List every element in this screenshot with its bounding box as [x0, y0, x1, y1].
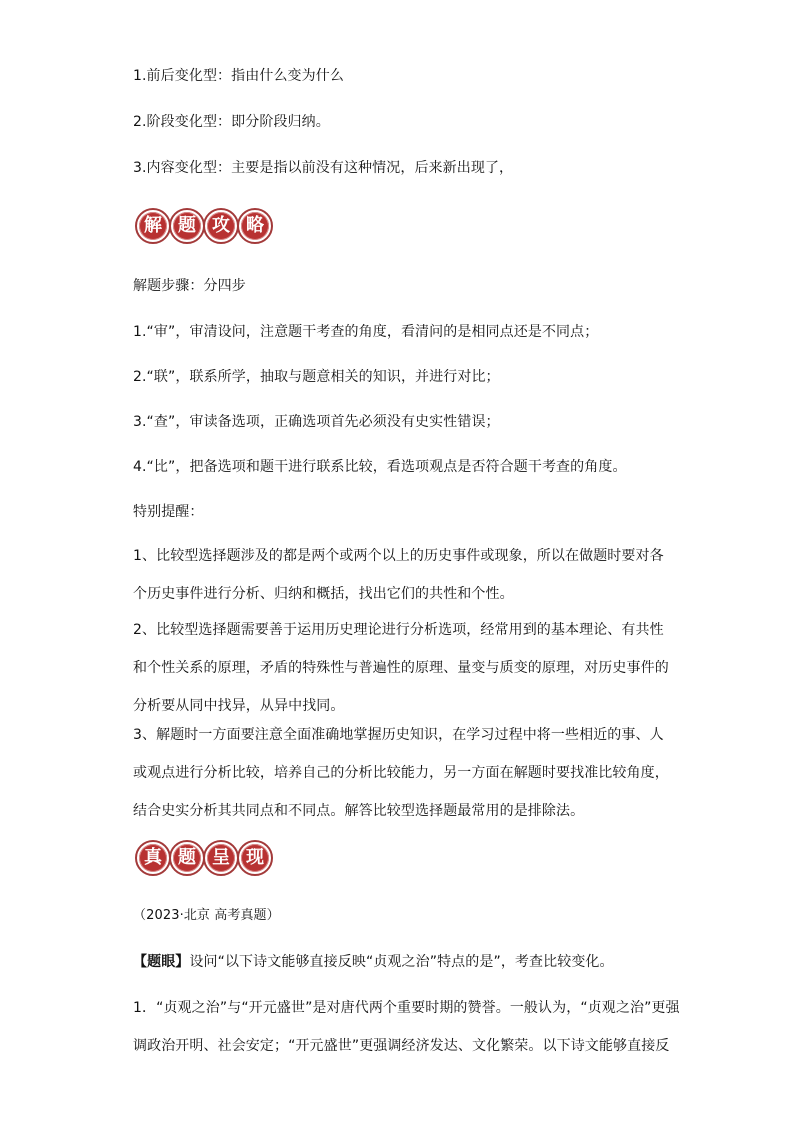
badge-char: 现 [241, 844, 269, 872]
reminder-line: 和个性关系的原理，矛盾的特殊性与普遍性的原理、量变与质变的原理，对历史事件的 [133, 660, 669, 676]
step-4: 4.“比”，把备选项和题干进行联系比较，看选项观点是否符合题干考查的角度。 [133, 459, 627, 475]
section-badge-strategy [135, 204, 271, 248]
tiyan-line [133, 952, 673, 972]
intro-item-3: 3.内容变化型：主要是指以前没有这种情况，后来新出现了， [133, 160, 514, 176]
question-1 [133, 989, 680, 1065]
reminder-2 [133, 611, 673, 725]
question-line: 调政治开明、社会安定；“开元盛世”更强调经济发达、文化繁荣。以下诗文能够直接反 [133, 1038, 670, 1054]
intro-item-1: 1.前后变化型：指由什么变为什么 [133, 68, 344, 84]
badge-circle [237, 208, 273, 244]
reminder-1 [133, 537, 673, 613]
badge-char: 真 [139, 844, 167, 872]
badge-circle [169, 208, 205, 244]
badge-char: 略 [241, 212, 269, 240]
reminder-heading: 特别提醒： [133, 504, 204, 520]
step-3: 3.“查”，审读备选项，正确选项首先必须没有史实性错误； [133, 414, 500, 430]
section-badge-real-questions [135, 836, 271, 880]
reminder-line: 结合史实分析其共同点和不同点。解答比较型选择题最常用的是排除法。 [133, 803, 585, 819]
badge-circle [203, 840, 239, 876]
reminder-line: 分析要从同中找异，从异中找同。 [133, 698, 345, 714]
step-2: 2.“联”，联系所学，抽取与题意相关的知识，并进行对比； [133, 369, 500, 385]
badge-char: 攻 [207, 212, 235, 240]
reminder-line: 个历史事件进行分析、归纳和概括，找出它们的共性和个性。 [133, 586, 514, 602]
reminder-line: 1、比较型选择题涉及的都是两个或两个以上的历史事件或现象，所以在做题时要对各 [133, 548, 664, 564]
tiyan-label: 【题眼】 [133, 954, 190, 970]
badge-circle [135, 840, 171, 876]
reminder-line: 3、解题时一方面要注意全面准确地掌握历史知识，在学习过程中将一些相近的事、人 [133, 727, 664, 743]
question-line: 1．“贞观之治”与“开元盛世”是对唐代两个重要时期的赞誉。一般认为，“贞观之治”更强 [133, 1000, 680, 1016]
tiyan-text: 设问“以下诗文能够直接反映“贞观之治”特点的是”，考查比较变化。 [189, 954, 614, 970]
badge-char: 解 [139, 212, 167, 240]
step-1: 1.“审”，审清设问，注意题干考查的角度，看清问的是相同点还是不同点； [133, 324, 599, 340]
badge-circle [169, 840, 205, 876]
badge-circle [237, 840, 273, 876]
badge-char: 题 [173, 212, 201, 240]
badge-char: 题 [173, 844, 201, 872]
reminder-line: 2、比较型选择题需要善于运用历史理论进行分析选项，经常用到的基本理论、有共性 [133, 622, 664, 638]
badge-circle [135, 208, 171, 244]
source-citation: （2023·北京 高考真题） [133, 908, 280, 923]
steps-heading: 解题步骤：分四步 [133, 278, 246, 294]
intro-item-2: 2.阶段变化型：即分阶段归纳。 [133, 114, 330, 130]
reminder-line: 或观点进行分析比较，培养自己的分析比较能力，另一方面在解题时要找准比较角度， [133, 765, 669, 781]
reminder-3 [133, 716, 673, 830]
badge-circle [203, 208, 239, 244]
badge-char: 呈 [207, 844, 235, 872]
